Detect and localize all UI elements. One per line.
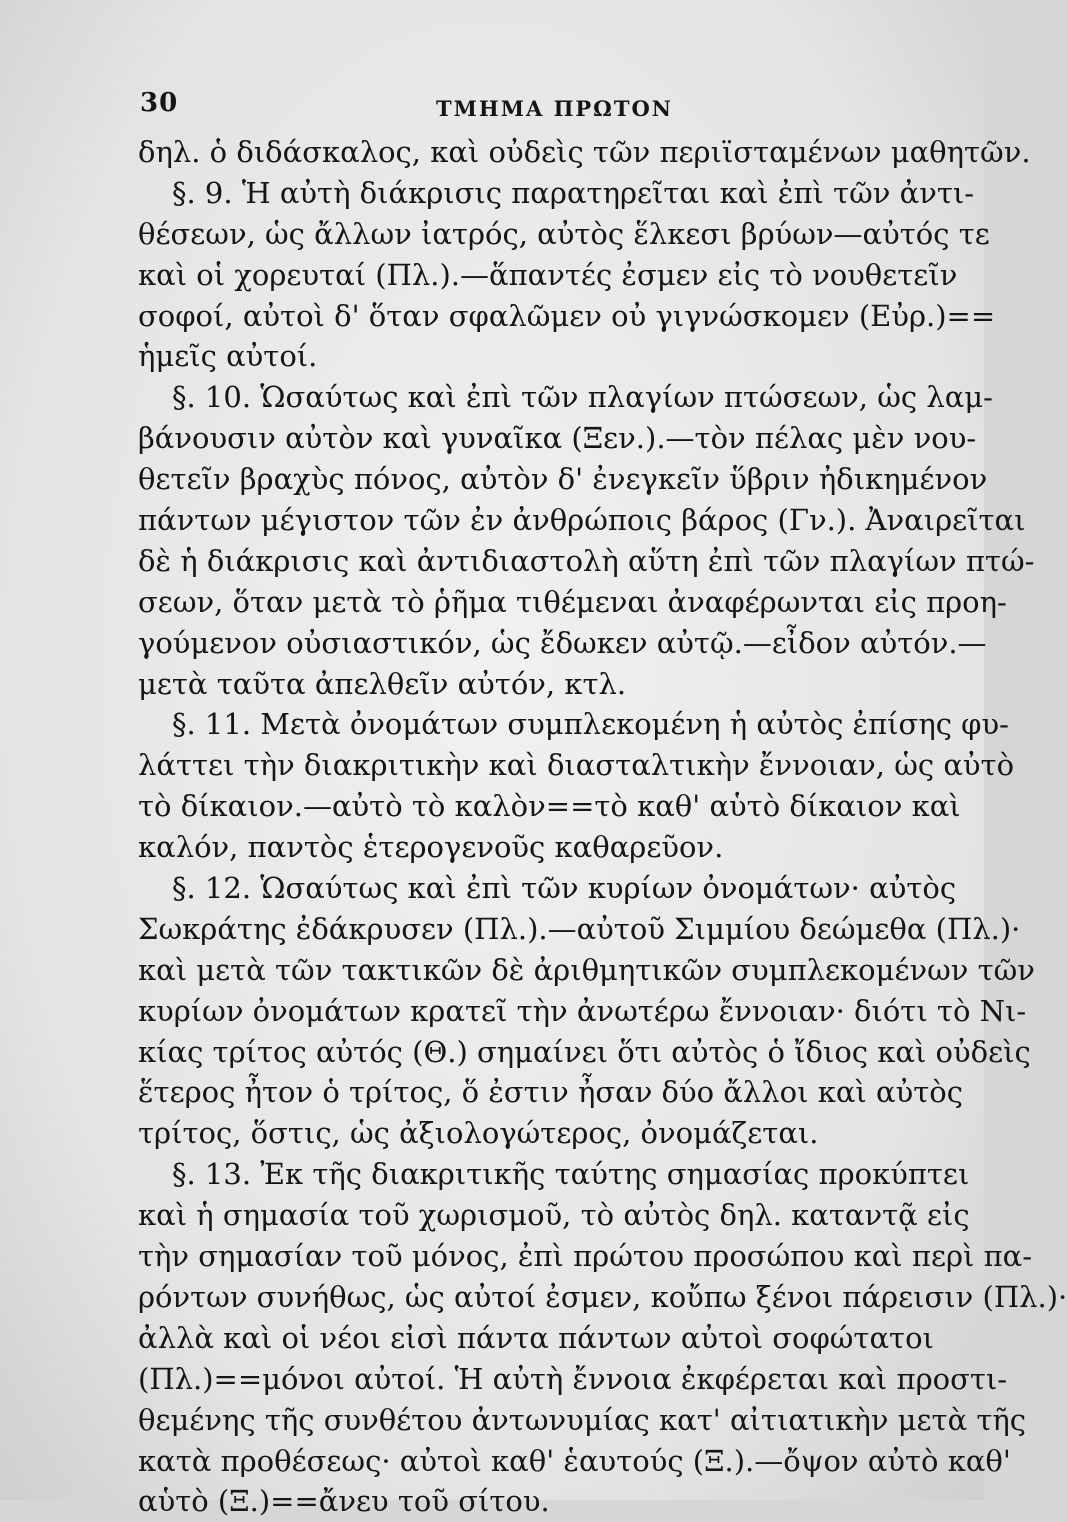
text-line: καὶ οἱ χορευταί (Πλ.).—ἅπαντές ἐσμεν εἰς τὸ νουθετεῖν [138, 257, 958, 292]
text-line: κατὰ προθέσεως· αὐτοὶ καθ' ἑαυτούς (Ξ.).—ὄψον αὐτὸ καθ' [138, 1443, 1011, 1478]
text-line: Σωκράτης ἐδάκρυσεν (Πλ.).—αὐτοῦ Σιμμίου δεώμεθα (Πλ.)· [138, 911, 1021, 946]
text-line: δηλ. ὁ διδάσκαλος, καὶ οὐδεὶς τῶν περιϊσταμένων μαθητῶν. [138, 135, 1031, 169]
body-text [138, 132, 1067, 1522]
text-line: πάντων μέγιστον τῶν ἐν ἀνθρώποις βάρος (Γν.). Ἀναιρεῖται [138, 503, 1026, 538]
text-line: §. 12. Ὡσαύτως καὶ ἐπὶ τῶν κυρίων ὀνομάτων· αὐτὸς [172, 871, 957, 906]
header-title: ΤΜΗΜΑ ΠΡΩΤΟΝ [436, 96, 673, 121]
text-line: θεμένης τῆς συνθέτου ἀντωνυμίας κατ' αἰτιατικὴν μετὰ τῆς [138, 1402, 1027, 1437]
page-number: 30 [140, 88, 179, 118]
text-line: σεων, ὅταν μετὰ τὸ ῥῆμα τιθέμεναι ἀναφέρωνται εἰς προη- [138, 584, 1007, 619]
text-line: μετὰ ταῦτα ἀπελθεῖν αὐτόν, κτλ. [138, 666, 627, 701]
text-line: κυρίων ὀνομάτων κρατεῖ τὴν ἀνωτέρω ἔννοιαν· διότι τὸ Νι- [138, 993, 1027, 1028]
text-line: σοφοί, αὐτοὶ δ' ὅταν σφαλῶμεν οὐ γιγνώσκομεν (Εὐρ.)== [138, 298, 996, 333]
text-line: §. 13. Ἐκ τῆς διακριτικῆς ταύτης σημασίας προκύπτει [172, 1157, 970, 1192]
text-line: αὑτὸ (Ξ.)==ἄνευ τοῦ σίτου. [138, 1484, 550, 1519]
text-line: τρίτος, ὅστις, ὡς ἀξιολογώτερος, ὀνομάζεται. [138, 1116, 819, 1151]
text-line: κίας τρίτος αὐτός (Θ.) σημαίνει ὅτι αὐτὸς ὁ ἴδιος καὶ οὐδεὶς [138, 1034, 1031, 1069]
text-line: καὶ ἡ σημασία τοῦ χωρισμοῦ, τὸ αὐτὸς δηλ. καταντᾷ εἰς [138, 1198, 970, 1233]
text-line: βάνουσιν αὐτὸν καὶ γυναῖκα (Ξεν.).—τὸν πέλας μὲν νου- [138, 421, 977, 456]
text-line: τὴν σημασίαν τοῦ μόνος, ἐπὶ πρώτου προσώπου καὶ περὶ πα- [138, 1239, 1033, 1274]
text-line: δὲ ἡ διάκρισις καὶ ἀντιδιαστολὴ αὕτη ἐπὶ τῶν πλαγίων πτώ- [138, 543, 1035, 578]
text-line: ἡμεῖς αὐτοί. [138, 339, 318, 374]
text-line: §. 10. Ὡσαύτως καὶ ἐπὶ τῶν πλαγίων πτώσεων, ὡς λαμ- [172, 380, 993, 415]
text-line: καλόν, παντὸς ἑτερογενοῦς καθαρεῦον. [138, 830, 724, 865]
text-line: τὸ δίκαιον.—αὐτὸ τὸ καλὸν==τὸ καθ' αὑτὸ δίκαιον καὶ [138, 789, 961, 824]
text-line: γούμενον οὐσιαστικόν, ὡς ἔδωκεν αὐτῷ.—εἶδον αὐτόν.— [138, 625, 987, 660]
text-line: ἕτερος ἦτον ὁ τρίτος, ὅ ἐστιν ἦσαν δύο ἄλλοι καὶ αὐτὸς [138, 1075, 963, 1110]
running-head [140, 88, 900, 128]
text-line: (Πλ.)==μόνοι αὐτοί. Ἡ αὐτὴ ἔννοια ἐκφέρεται καὶ προστι- [138, 1361, 1008, 1396]
text-line: λάττει τὴν διακριτικὴν καὶ διασταλτικὴν ἔννοιαν, ὡς αὐτὸ [138, 748, 1015, 783]
text-line: §. 11. Μετὰ ὀνομάτων συμπλεκομένη ἡ αὐτὸς ἐπίσης φυ- [172, 707, 1009, 742]
text-line: ἀλλὰ καὶ οἱ νέοι εἰσὶ πάντα πάντων αὐτοὶ σοφώτατοι [138, 1320, 934, 1355]
text-line: καὶ μετὰ τῶν τακτικῶν δὲ ἀριθμητικῶν συμπλεκομένων τῶν [138, 952, 1035, 987]
text-line: ρόντων συνήθως, ὡς αὐτοί ἐσμεν, κοὔπω ξένοι πάρεισιν (Πλ.)· [138, 1279, 1067, 1314]
text-line: θετεῖν βραχὺς πόνος, αὐτὸν δ' ἐνεγκεῖν ὕβριν ἠδικημένον [138, 462, 988, 497]
text-line: §. 9. Ἡ αὐτὴ διάκρισις παρατηρεῖται καὶ ἐπὶ τῶν ἀντι- [172, 175, 975, 210]
text-line: θέσεων, ὡς ἄλλων ἰατρός, αὐτὸς ἕλκεσι βρύων—αὐτός τε [138, 216, 990, 251]
